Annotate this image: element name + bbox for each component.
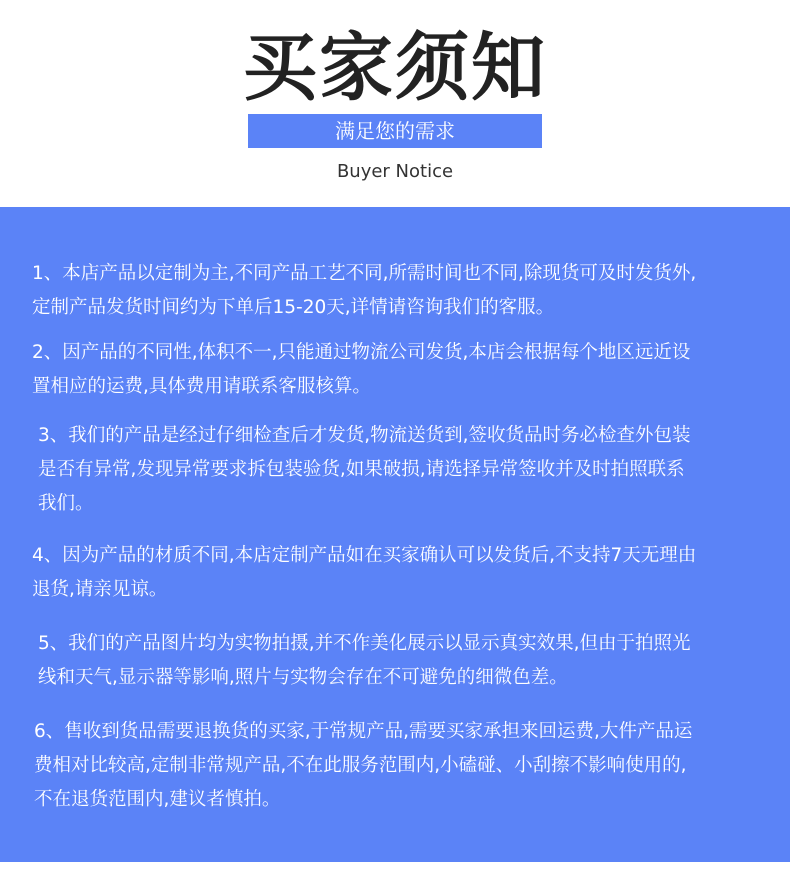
notice-line: 1、本店产品以定制为主,不同产品工艺不同,所需时间也不同,除现货可及时发货外, [32, 263, 697, 284]
notice-item-3 [38, 419, 691, 521]
notice-item-5 [38, 627, 691, 695]
notice-panel [0, 207, 790, 862]
page-title: 买家须知 [243, 25, 547, 111]
notice-line: 2、因产品的不同性,体积不一,只能通过物流公司发货,本店会根据每个地区远近设 [32, 342, 691, 363]
subtitle-banner: 满足您的需求 [248, 114, 542, 148]
notice-line: 置相应的运费,具体费用请联系客服核算。 [32, 376, 371, 397]
notice-line: 5、我们的产品图片均为实物拍摄,并不作美化展示以显示真实效果,但由于拍照光 [38, 633, 691, 654]
notice-line: 费相对比较高,定制非常规产品,不在此服务范围内,小磕碰、小刮擦不影响使用的, [34, 755, 687, 776]
notice-line: 4、因为产品的材质不同,本店定制产品如在买家确认可以发货后,不支持7天无理由 [32, 545, 697, 566]
notice-line: 定制产品发货时间约为下单后15-20天,详情请咨询我们的客服。 [32, 297, 555, 318]
notice-line: 退货,请亲见谅。 [32, 579, 168, 600]
bottom-margin [0, 862, 790, 888]
notice-item-1 [32, 257, 696, 325]
notice-line: 是否有异常,发现异常要求拆包装验货,如果破损,请选择异常签收并及时拍照联系 [38, 459, 685, 480]
english-title: Buyer Notice [336, 161, 454, 182]
header-section [0, 0, 790, 207]
notice-line: 我们。 [38, 493, 94, 514]
notice-line: 线和天气,显示器等影响,照片与实物会存在不可避免的细微色差。 [38, 667, 568, 688]
notice-line: 3、我们的产品是经过仔细检查后才发货,物流送货到,签收货品时务必检查外包装 [38, 425, 691, 446]
notice-line: 6、售收到货品需要退换货的买家,于常规产品,需要买家承担来回运费,大件产品运 [34, 721, 693, 742]
notice-item-4 [32, 539, 696, 607]
notice-item-6 [34, 715, 692, 817]
notice-item-2 [32, 336, 690, 404]
notice-line: 不在退货范围内,建议者慎拍。 [34, 789, 281, 810]
